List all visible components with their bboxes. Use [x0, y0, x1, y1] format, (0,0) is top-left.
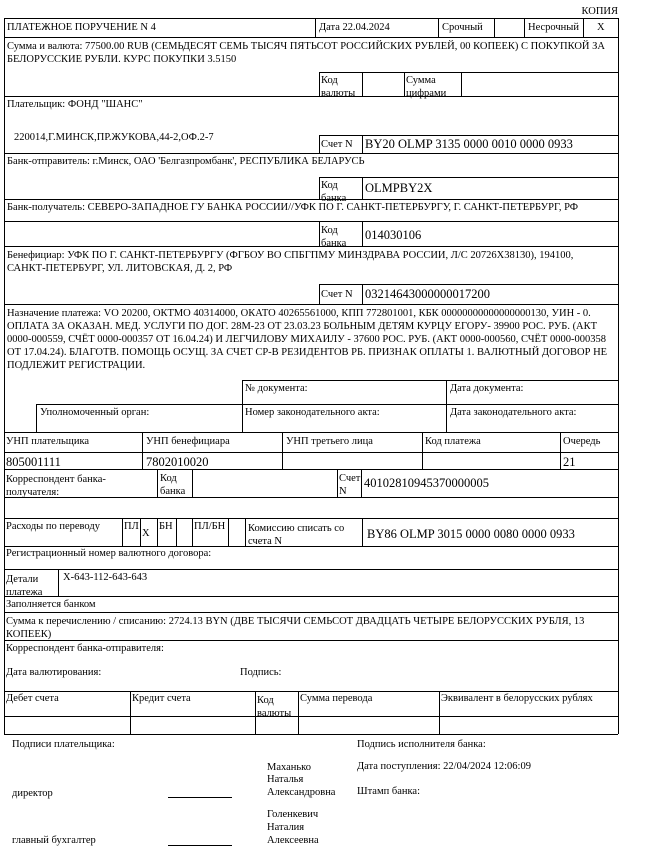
- received-date: Дата поступления: 22/04/2024 12:06:09: [357, 761, 531, 772]
- sender-bank: Банк-отправитель: г.Минск, ОАО 'Белгазпромбанк', РЕСПУБЛИКА БЕЛАРУСЬ: [7, 156, 365, 167]
- payment-code-label: Код платежа: [425, 436, 481, 447]
- form-title: ПЛАТЕЖНОЕ ПОРУЧЕНИЕ N 4: [7, 22, 156, 33]
- form-date: Дата 22.04.2024: [319, 22, 390, 33]
- commission-account: BY86 OLMP 3015 0000 0080 0000 0933: [367, 527, 575, 541]
- bank-signature-title: Подпись исполнителя банка:: [357, 739, 486, 750]
- contract-reg-label: Регистрационный номер валютного договора:: [6, 548, 212, 559]
- table-header-currency: Код валюты: [257, 695, 292, 719]
- non-urgent-label: Несрочный: [528, 22, 579, 33]
- bank-signature-label: Подпись:: [240, 667, 282, 678]
- receiver-bank-code: 014030106: [365, 228, 422, 242]
- director-name-3: Александровна: [267, 787, 336, 798]
- authority-label: Уполномоченный орган:: [40, 407, 150, 418]
- accountant-name-1: Голенкевич: [267, 809, 319, 820]
- payer-account-label: Счет N: [321, 139, 353, 150]
- doc-number-label: № документа:: [245, 383, 308, 394]
- amount-digits-label: Сумма цифрами: [406, 75, 447, 99]
- act-date-label: Дата законодательного акта:: [450, 407, 577, 418]
- unp-payer-label: УНП плательщика: [6, 436, 90, 447]
- bank-section-title: Заполняется банком: [6, 599, 96, 610]
- accountant-label: главный бухгалтер: [12, 835, 96, 846]
- amount-text: Сумма и валюта: 77500.00 RUB (СЕМЬДЕСЯТ СЕМЬ ТЫСЯЧ ПЯТЬСОТ РОССИЙСКИХ РУБЛЕЙ, 00 КОПЕЕК) С ПОКУПКОЙ ЗА БЕЛОРУССКИЕ РУБЛИ. КУРС ПОКУПКИ 3.5150: [7, 41, 605, 65]
- value-date-label: Дата валютирования:: [6, 667, 102, 678]
- payment-purpose: Назначение платежа: VO 20200, ОКТМО 40314000, ОКАТО 40265561000, КПП 772801001, КБК 00000000000000000130, УИН - 0. ОПЛАТА ЗА ОКАЗАН. МЕД. УСЛУГИ ПО ДОГ. 28М-23 ОТ 23.03.23 БОЛЬНЫМ ДЕТЯМ КУРЦУ ЕГОРУ- 39900 РОС. РУБ. (АКТ 0000-000559, СЧЁТ 0000-000357 ОТ 16.04.24) И ЛЕГЧИЛОВУ МИХАИЛУ - 37600 РОС. РУБ. (АКТ 0000-000560, СЧЁТ 0000-000358 ОТ 17.04.24). БЛАГОТВ. ПОМОЩЬ ОСУЩ. ЗА СЧЕТ СР-В РЕЗИДЕНТОВ РБ. ПРИЗНАК ОПЛАТЫ 1. ВАЛЮТНЫЙ ДОГОВОР НЕ ПОДЛЕЖИТ РЕГИСТРАЦИИ.: [7, 308, 608, 371]
- payer-account: BY20 OLMP 3135 0000 0010 0000 0933: [365, 137, 573, 151]
- correspondent-label: Корреспондент банка-получателя:: [6, 474, 106, 498]
- receiver-bank: Банк-получатель: СЕВЕРО-ЗАПАДНОЕ ГУ БАНКА РОССИИ//УФК ПО Г. САНКТ-ПЕТЕРБУРГУ, Г. САНКТ-ПЕТЕРБУРГ, РФ: [7, 202, 579, 213]
- commission-label: Комиссию списать со счета N: [248, 523, 345, 547]
- expenses-mark: X: [142, 528, 150, 539]
- copy-label: КОПИЯ: [581, 6, 618, 17]
- payment-details-label: Детали платежа: [6, 574, 43, 598]
- table-header-amount: Сумма перевода: [300, 693, 373, 704]
- expenses-pl: ПЛ: [124, 521, 139, 532]
- accountant-name-3: Алексеевна: [267, 835, 319, 846]
- table-header-credit: Кредит счета: [132, 693, 191, 704]
- unp-payer: 805001111: [6, 455, 61, 469]
- director-label: директор: [12, 788, 53, 799]
- unp-beneficiary-label: УНП бенефициара: [146, 436, 230, 447]
- unp-beneficiary: 7802010020: [146, 455, 209, 469]
- sender-correspondent-label: Корреспондент банка-отправителя:: [6, 643, 164, 654]
- debit-amount: Сумма к перечислению / списанию: 2724.13 BYN (ДВЕ ТЫСЯЧИ СЕМЬСОТ ДВАДЦАТЬ ЧЕТЫРЕ БЕЛОРУССКИХ РУБЛЯ, 13 КОПЕЕК): [6, 616, 585, 640]
- queue-value: 21: [563, 455, 576, 469]
- table-header-debit: Дебет счета: [6, 693, 59, 704]
- payer-name: Плательщик: ФОНД "ШАНС": [7, 99, 143, 110]
- payer-signatures-title: Подписи плательщика:: [12, 739, 115, 750]
- accountant-name-2: Наталия: [267, 822, 305, 833]
- table-header-equivalent: Эквивалент в белорусских рублях: [441, 693, 593, 704]
- urgent-label: Срочный: [442, 22, 483, 33]
- unp-third-label: УНП третьего лица: [286, 436, 373, 447]
- accountant-signature-line: [168, 845, 232, 846]
- expenses-label: Расходы по переводу: [6, 521, 100, 532]
- receiver-bank-code-label: Код банка: [321, 225, 347, 249]
- correspondent-account: 40102810945370000005: [364, 476, 489, 490]
- payment-details-value: X-643-112-643-643: [63, 572, 148, 583]
- stamp-label: Штамп банка:: [357, 786, 420, 797]
- beneficiary: Бенефициар: УФК ПО Г. САНКТ-ПЕТЕРБУРГУ (ФГБОУ ВО СПБГПМУ МИНЗДРАВА РОССИИ, Л/С 20726Х38130), 194100, САНКТ-ПЕТЕРБУРГ, УЛ. ЛИТОВСКАЯ, Д. 2, РФ: [7, 250, 574, 274]
- sender-bank-code-label: Код банка: [321, 180, 347, 204]
- sender-bank-code: OLMPBY2X: [365, 181, 433, 195]
- non-urgent-mark: X: [597, 22, 605, 33]
- expenses-bn: БН: [159, 521, 173, 532]
- director-signature-line: [168, 797, 232, 798]
- doc-date-label: Дата документа:: [450, 383, 524, 394]
- act-number-label: Номер законодательного акта:: [245, 407, 380, 418]
- director-name-1: Маханько: [267, 762, 311, 773]
- expenses-plbn: ПЛ/БН: [194, 521, 226, 532]
- queue-label: Очередь: [563, 436, 601, 447]
- payer-address: 220014,Г.МИНСК,ПР.ЖУКОВА,44-2,ОФ.2-7: [14, 132, 214, 143]
- beneficiary-account-label: Счет N: [321, 289, 353, 300]
- correspondent-account-label: Счет N: [339, 473, 361, 497]
- correspondent-code-label: Код банка: [160, 473, 186, 497]
- beneficiary-account: 03214643000000017200: [365, 287, 490, 301]
- currency-code-label: Код валюты: [321, 75, 356, 99]
- director-name-2: Наталья: [267, 774, 304, 785]
